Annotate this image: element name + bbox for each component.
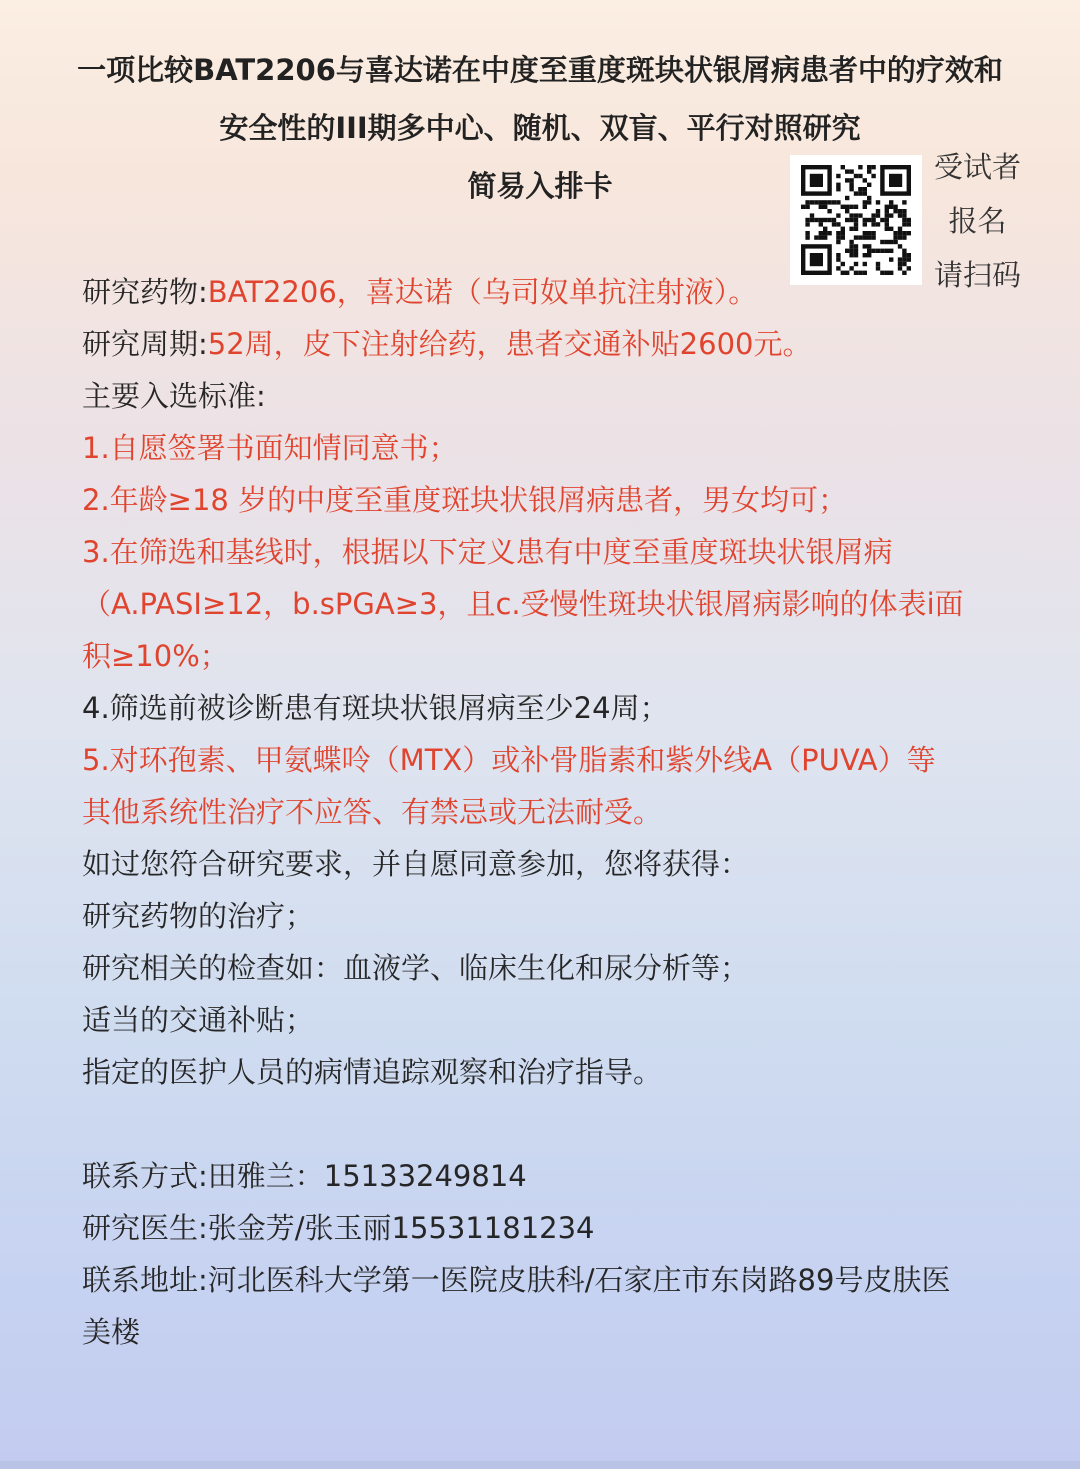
contact-doctor: 研究医生:张金芳/张玉丽15531181234 xyxy=(82,1211,595,1245)
title-line-1: 一项比较BAT2206与喜达诺在中度至重度斑块状银屑病患者中的疗效和 xyxy=(77,53,1003,87)
drug-row xyxy=(82,266,1042,318)
scan-label-line-2: 报名 xyxy=(948,204,1007,238)
criteria-heading: 主要入选标准: xyxy=(82,379,266,413)
drug-label: 研究药物: xyxy=(82,275,208,309)
criterion-2: 2.年龄≥18 岁的中度至重度斑块状银屑病患者，男女均可； xyxy=(82,483,848,517)
benefit-3: 适当的交通补贴； xyxy=(82,1003,315,1037)
title-line-3: 简易入排卡 xyxy=(467,169,613,203)
benefit-4: 指定的医护人员的病情追踪观察和治疗指导。 xyxy=(82,1055,663,1089)
criterion-3-line-3: 积≥10%； xyxy=(82,639,229,673)
title-line-2: 安全性的III期多中心、随机、双盲、平行对照研究 xyxy=(219,111,861,145)
criterion-3-line-2: （A.PASI≥12，b.sPGA≥3，且c.受慢性斑块状银屑病影响的体表i面 xyxy=(82,587,964,621)
criterion-5-line-2: 其他系统性治疗不应答、有禁忌或无法耐受。 xyxy=(82,795,663,829)
contact-address-line-2: 美楼 xyxy=(82,1315,141,1349)
criterion-3-line-1: 3.在筛选和基线时，根据以下定义患有中度至重度斑块状银屑病 xyxy=(82,535,893,569)
criterion-1: 1.自愿签署书面知情同意书； xyxy=(82,431,458,465)
drug-value: BAT2206，喜达诺（乌司奴单抗注射液）。 xyxy=(207,275,758,309)
period-row xyxy=(82,318,1042,370)
body-content xyxy=(82,266,1042,1358)
period-label: 研究周期: xyxy=(82,327,208,361)
scan-label-line-3: 请扫码 xyxy=(933,258,1021,292)
spacer xyxy=(82,1098,1042,1150)
criterion-4: 4.筛选前被诊断患有斑块状银屑病至少24周； xyxy=(82,691,669,725)
criterion-5-line-1: 5.对环孢素、甲氨蝶呤（MTX）或补骨脂素和紫外线A（PUVA）等 xyxy=(82,743,936,777)
contact-method: 联系方式:田雅兰：15133249814 xyxy=(82,1159,527,1193)
benefit-1: 研究药物的治疗； xyxy=(82,899,315,933)
bottom-strip xyxy=(0,1461,1080,1469)
contact-address-line-1: 联系地址:河北医科大学第一医院皮肤科/石家庄市东岗路89号皮肤医 xyxy=(82,1263,951,1297)
period-value: 52周，皮下注射给药，患者交通补贴2600元。 xyxy=(207,327,812,361)
scan-label-line-1: 受试者 xyxy=(933,150,1021,184)
benefit-2: 研究相关的检查如：血液学、临床生化和尿分析等； xyxy=(82,951,750,985)
benefits-intro: 如过您符合研究要求，并自愿同意参加，您将获得： xyxy=(82,847,750,881)
